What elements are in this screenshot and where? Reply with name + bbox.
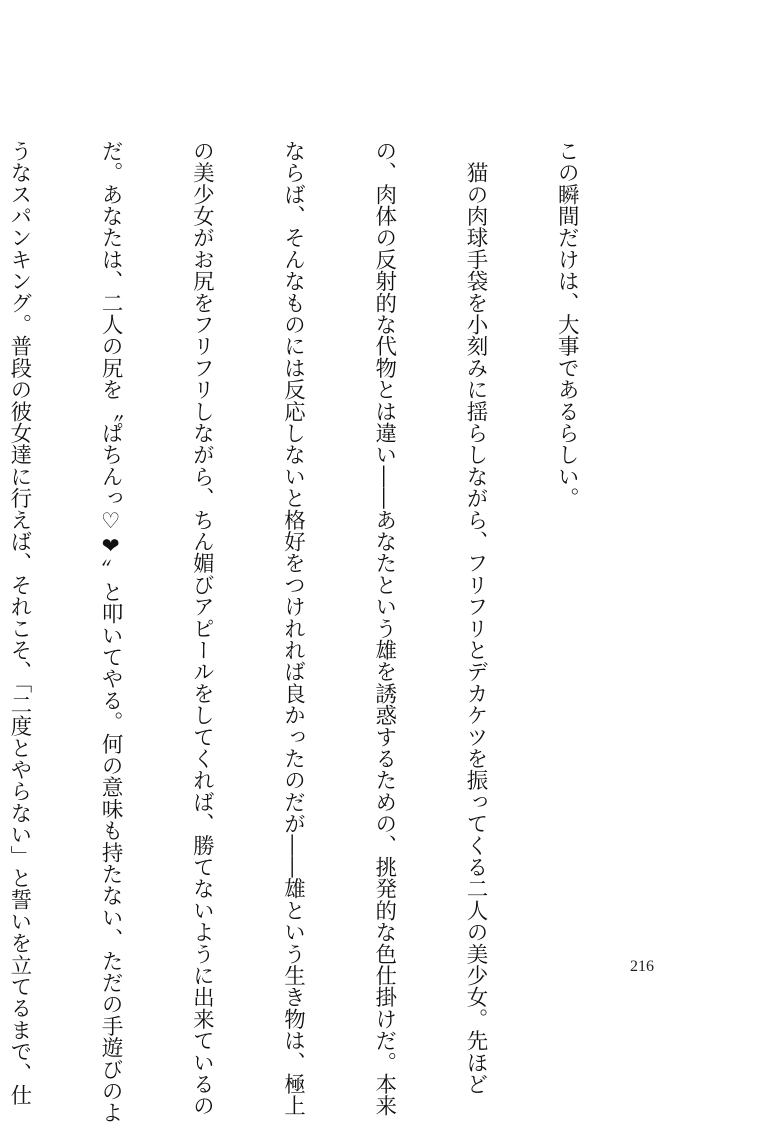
text-line: の、肉体の反射的な代物とは違い――あなたという雄を誘惑するための、挑発的な色仕掛けだ。本来 <box>371 140 397 1117</box>
page-number: 216 <box>630 958 654 975</box>
text-line: この瞬間だけは、大事であるらしい。 <box>554 140 580 509</box>
text-line: 猫の肉球手袋を小刻みに揺らしながら、フリフリとデカケツを振ってくる二人の美少女。先ほど <box>462 140 488 1095</box>
text-line: うなスパンキング。普段の彼女達に行えば、それこそ、「二度とやらない」と誓いを立てるまで、仕 <box>6 140 32 1106</box>
text-line: の美少女がお尻をフリフリしながら、ちん媚びアピールをしてくれば、勝てないように出来ているの <box>189 140 215 1117</box>
text-line: だ。あなたは、二人の尻を〝ぱちんっ♡❤〟と叩いてやる。何の意味も持たない、ただの手遊びのよ <box>98 140 124 1124</box>
text-line: ならば、そんなものには反応しないと格好をつけれれば良かったのだが――雄という生き物は、極上 <box>280 140 306 1117</box>
